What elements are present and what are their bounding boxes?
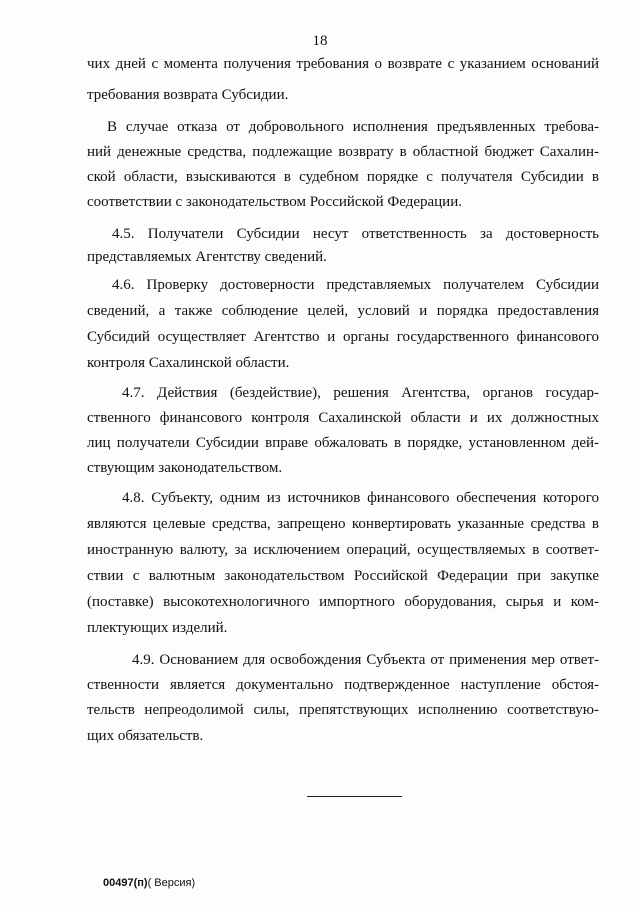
text-line: представляемых Агентству сведений. bbox=[87, 249, 327, 265]
text-line: ственности является документально подтвержденное наступление обстоя- bbox=[87, 677, 599, 693]
document-version: ( Версия) bbox=[147, 877, 196, 889]
text-line: сведений, а также соблюдение целей, условий и порядка предоставления bbox=[87, 303, 599, 319]
text-line: 4.7. Действия (бездействие), решения Агентства, органов государ- bbox=[122, 385, 599, 401]
text-line: чих дней с момента получения требования о возврате с указанием оснований bbox=[87, 56, 599, 72]
text-line: ствии с валютным законодательством Российской Федерации при закупке bbox=[87, 568, 599, 584]
page-number: 18 bbox=[312, 33, 328, 49]
text-line: (поставке) высокотехнологичного импортного оборудования, сырья и ком- bbox=[87, 594, 599, 610]
text-line: иностранную валюту, за исключением операций, осуществляемых в соответ- bbox=[87, 542, 599, 558]
text-line: контроля Сахалинской области. bbox=[87, 355, 290, 371]
document-code: 00497(п) bbox=[103, 877, 148, 889]
text-line: требования возврата Субсидии. bbox=[87, 87, 289, 103]
text-line: 4.5. Получатели Субсидии несут ответственность за достоверность bbox=[112, 226, 599, 242]
text-line: 4.6. Проверку достоверности представляемых получателем Субсидии bbox=[112, 277, 599, 293]
text-line: лиц получатели Субсидии вправе обжаловать в порядке, установленном дей- bbox=[87, 435, 599, 451]
text-line: ний денежные средства, подлежащие возврату в областной бюджет Сахалин- bbox=[87, 144, 599, 160]
text-line: щих обязательств. bbox=[87, 728, 204, 744]
text-line: В случае отказа от добровольного исполнения предъявленных требова- bbox=[107, 119, 599, 135]
text-line: являются целевые средства, запрещено конвертировать указанные средства в bbox=[87, 516, 599, 532]
text-line: ственного финансового контроля Сахалинской области и их должностных bbox=[87, 410, 599, 426]
text-line: ской области, взыскиваются в судебном порядке с получателя Субсидии в bbox=[87, 169, 599, 185]
text-line: тельств непреодолимой силы, препятствующих исполнению соответствую- bbox=[87, 702, 599, 718]
text-line: Субсидий осуществляет Агентство и органы государственного финансового bbox=[87, 329, 599, 345]
separator-line bbox=[307, 796, 402, 797]
text-line: 4.9. Основанием для освобождения Субъекта от применения мер ответ- bbox=[132, 652, 599, 668]
text-line: 4.8. Субъекту, одним из источников финансового обеспечения которого bbox=[122, 490, 599, 506]
text-line: плектующих изделий. bbox=[87, 620, 228, 636]
text-line: соответствии с законодательством Российской Федерации. bbox=[87, 194, 462, 210]
document-footer bbox=[103, 877, 195, 889]
text-line: ствующим законодательством. bbox=[87, 460, 283, 476]
